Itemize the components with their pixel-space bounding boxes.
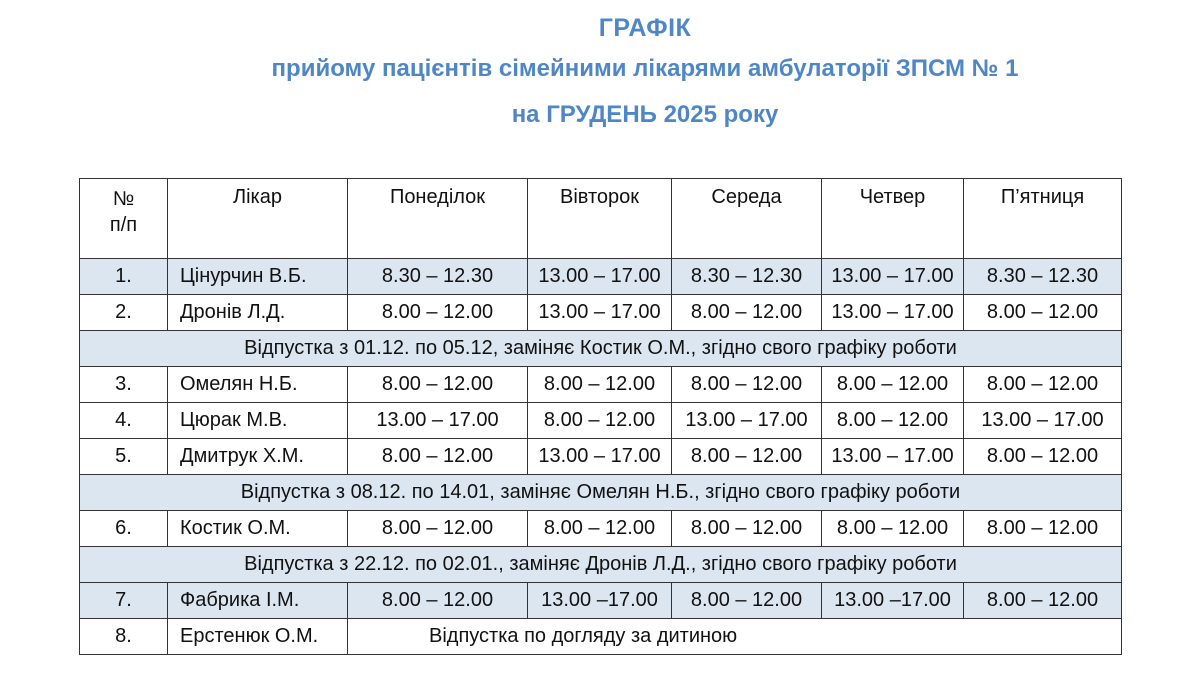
tuesday-hours: 13.00 – 17.00	[528, 439, 672, 475]
schedule-table	[79, 178, 1122, 655]
wednesday-hours: 8.00 – 12.00	[672, 511, 822, 547]
tuesday-hours: 13.00 –17.00	[528, 583, 672, 619]
monday-hours: 8.30 – 12.30	[348, 259, 528, 295]
document-subtitle: прийому пацієнтів сімейними лікарями амбулаторії ЗПСМ № 1	[271, 55, 1019, 82]
thursday-hours: 13.00 –17.00	[822, 583, 964, 619]
friday-hours: 8.30 – 12.30	[964, 259, 1122, 295]
friday-hours: 8.00 – 12.00	[964, 583, 1122, 619]
row-number: 8.	[80, 619, 168, 655]
thursday-hours: 8.00 – 12.00	[822, 511, 964, 547]
row-number: 1.	[80, 259, 168, 295]
table-row	[80, 295, 1122, 331]
thursday-hours: 13.00 – 17.00	[822, 259, 964, 295]
table-row	[80, 367, 1122, 403]
row-number: 3.	[80, 367, 168, 403]
wednesday-hours: 8.00 – 12.00	[672, 367, 822, 403]
monday-hours: 13.00 – 17.00	[348, 403, 528, 439]
row-number: 5.	[80, 439, 168, 475]
wednesday-hours: 8.30 – 12.30	[672, 259, 822, 295]
friday-hours: 13.00 – 17.00	[964, 403, 1122, 439]
vacation-note-row	[80, 475, 1122, 511]
doctor-name: Фабрика І.М.	[168, 583, 348, 619]
tuesday-hours: 8.00 – 12.00	[528, 511, 672, 547]
doctor-name: Костик О.М.	[168, 511, 348, 547]
table-row	[80, 583, 1122, 619]
col-header-number-line2: п/п	[109, 214, 138, 236]
thursday-hours: 13.00 – 17.00	[822, 439, 964, 475]
table-row	[80, 619, 1122, 655]
monday-hours: 8.00 – 12.00	[348, 367, 528, 403]
table-header-row	[80, 179, 1122, 259]
doctor-name: Цюрак М.В.	[168, 403, 348, 439]
tuesday-hours: 8.00 – 12.00	[528, 367, 672, 403]
tuesday-hours: 13.00 – 17.00	[528, 259, 672, 295]
document-period: на ГРУДЕНЬ 2025 року	[511, 101, 779, 128]
wednesday-hours: 8.00 – 12.00	[672, 583, 822, 619]
document-title: ГРАФІК	[598, 14, 692, 42]
tuesday-hours: 13.00 – 17.00	[528, 295, 672, 331]
row-number: 7.	[80, 583, 168, 619]
row-number: 6.	[80, 511, 168, 547]
table-row	[80, 403, 1122, 439]
doctor-name: Омелян Н.Б.	[168, 367, 348, 403]
vacation-note: Відпустка з 01.12. по 05.12, заміняє Костик О.М., згідно свого графіку роботи	[80, 331, 1122, 367]
col-header-friday: П’ятниця	[964, 179, 1122, 259]
row-number: 4.	[80, 403, 168, 439]
table-row	[80, 259, 1122, 295]
table-row	[80, 439, 1122, 475]
col-header-monday: Понеділок	[348, 179, 528, 259]
friday-hours: 8.00 – 12.00	[964, 295, 1122, 331]
doctor-name: Дмитрук Х.М.	[168, 439, 348, 475]
vacation-note-row	[80, 547, 1122, 583]
col-header-thursday: Четвер	[822, 179, 964, 259]
monday-hours: 8.00 – 12.00	[348, 583, 528, 619]
doctor-name: Цінурчин В.Б.	[168, 259, 348, 295]
doctor-name: Дронів Л.Д.	[168, 295, 348, 331]
parental-leave-note: Відпустка по догляду за дитиною	[348, 619, 1122, 655]
wednesday-hours: 13.00 – 17.00	[672, 403, 822, 439]
monday-hours: 8.00 – 12.00	[348, 439, 528, 475]
col-header-number-line1: №	[112, 188, 135, 210]
row-number: 2.	[80, 295, 168, 331]
tuesday-hours: 8.00 – 12.00	[528, 403, 672, 439]
vacation-note: Відпустка з 08.12. по 14.01, заміняє Омелян Н.Б., згідно свого графіку роботи	[80, 475, 1122, 511]
col-header-number	[80, 179, 168, 259]
doctor-name: Ерстенюк О.М.	[168, 619, 348, 655]
thursday-hours: 8.00 – 12.00	[822, 367, 964, 403]
thursday-hours: 8.00 – 12.00	[822, 403, 964, 439]
friday-hours: 8.00 – 12.00	[964, 367, 1122, 403]
vacation-note-row	[80, 331, 1122, 367]
thursday-hours: 13.00 – 17.00	[822, 295, 964, 331]
col-header-tuesday: Вівторок	[528, 179, 672, 259]
col-header-wednesday: Середа	[672, 179, 822, 259]
monday-hours: 8.00 – 12.00	[348, 511, 528, 547]
friday-hours: 8.00 – 12.00	[964, 511, 1122, 547]
monday-hours: 8.00 – 12.00	[348, 295, 528, 331]
col-header-doctor: Лікар	[168, 179, 348, 259]
vacation-note: Відпустка з 22.12. по 02.01., заміняє Дронів Л.Д., згідно свого графіку роботи	[80, 547, 1122, 583]
wednesday-hours: 8.00 – 12.00	[672, 295, 822, 331]
wednesday-hours: 8.00 – 12.00	[672, 439, 822, 475]
friday-hours: 8.00 – 12.00	[964, 439, 1122, 475]
table-row	[80, 511, 1122, 547]
